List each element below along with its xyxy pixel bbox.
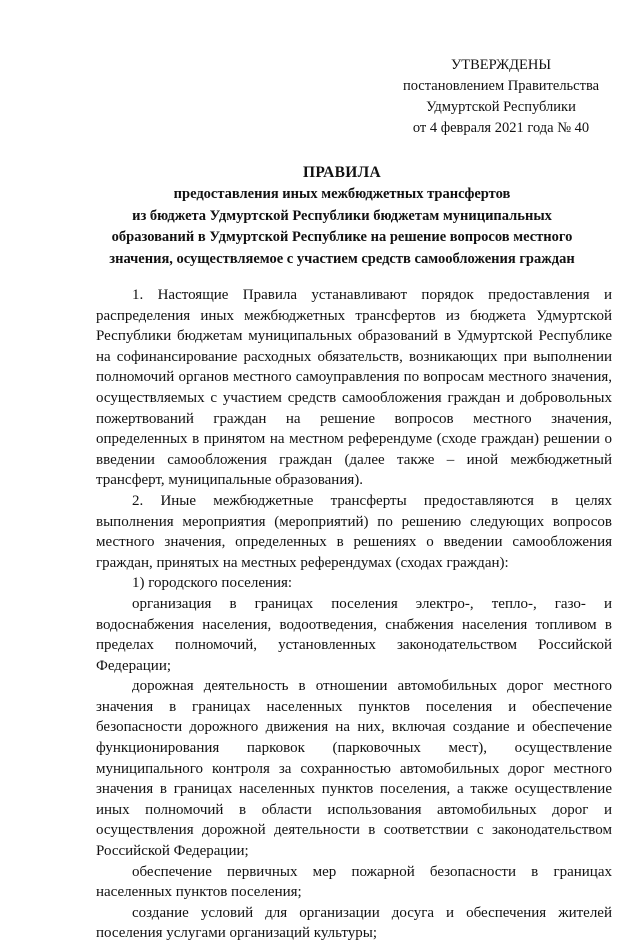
list-item: дорожная деятельность в отношении автомобильных дорог местного значения в границах населенных пунктов поселения и обеспечение безопасности дорожного движения на них, включая создание и обеспечение функционирования парковок (парковочных мест), осуществление муниципального контроля за сохранностью автомобильных дорог местного значения в границах населенных пунктов поселения, а также осуществление иных полномочий в области использования автомобильных дорог и осуществления дорожной деятельности в соответствии с законодательством Российской Федерации; xyxy=(96,678,612,860)
list-item: создание условий для организации досуга и обеспечения жителей поселения услугами организаций культуры; xyxy=(96,904,612,942)
document-title xyxy=(82,162,602,270)
subtitle-line: значения, осуществляемое с участием средств самообложения граждан xyxy=(109,250,575,267)
subtitle-line: образований в Удмуртской Республике на решение вопросов местного xyxy=(111,229,573,245)
list-item: обеспечение первичных мер пожарной безопасности в границах населенных пунктов поселения; xyxy=(96,863,612,901)
approval-stamp xyxy=(390,55,612,139)
title-main: ПРАВИЛА xyxy=(303,164,381,181)
subtitle-line: из бюджета Удмуртской Республики бюджетам муниципальных xyxy=(132,207,552,224)
paragraph-2: 2. Иные межбюджетные трансферты предоставляются в целях выполнения мероприятия (мероприятий) по решению следующих вопросов местного значения, определенных в решениях о введении самообложения граждан, принятых на местных референдумах (сходах граждан): xyxy=(96,492,612,571)
approval-date: от 4 февраля 2021 года № 40 xyxy=(412,120,590,136)
document-body xyxy=(96,285,612,944)
list-item: организация в границах поселения электро-, тепло-, газо- и водоснабжения населения, водоотведения, снабжения населения топливом в пределах полномочий, установленных законодательством Российской Федерации; xyxy=(96,595,612,674)
approval-authority: постановлением Правительства xyxy=(402,78,600,94)
subtitle-line: предоставления иных межбюджетных трансфертов xyxy=(173,186,511,202)
approval-heading: УТВЕРЖДЕНЫ xyxy=(450,57,552,73)
list-heading-urban-settlement: 1) городского поселения: xyxy=(132,575,293,592)
title-subtitle xyxy=(82,184,602,270)
paragraph-1: 1. Настоящие Правила устанавливают порядок предоставления и распределения иных межбюджетных трансфертов из бюджета Удмуртской Республики бюджетам муниципальных образований в Удмуртской Республике на софинансирование расходных обязательств, возникающих при выполнении полномочий органов местного самоуправления по вопросам местного значения, осуществляемых с участием средств самообложения граждан и добровольных пожертвований граждан на решение вопросов местного значения, определенных в принятом на местном референдуме (сходе граждан) решении о введении самообложения граждан (далее также – иной межбюджетный трансферт, муниципальные образования). xyxy=(96,287,612,489)
approval-region: Удмуртской Республики xyxy=(426,99,576,115)
